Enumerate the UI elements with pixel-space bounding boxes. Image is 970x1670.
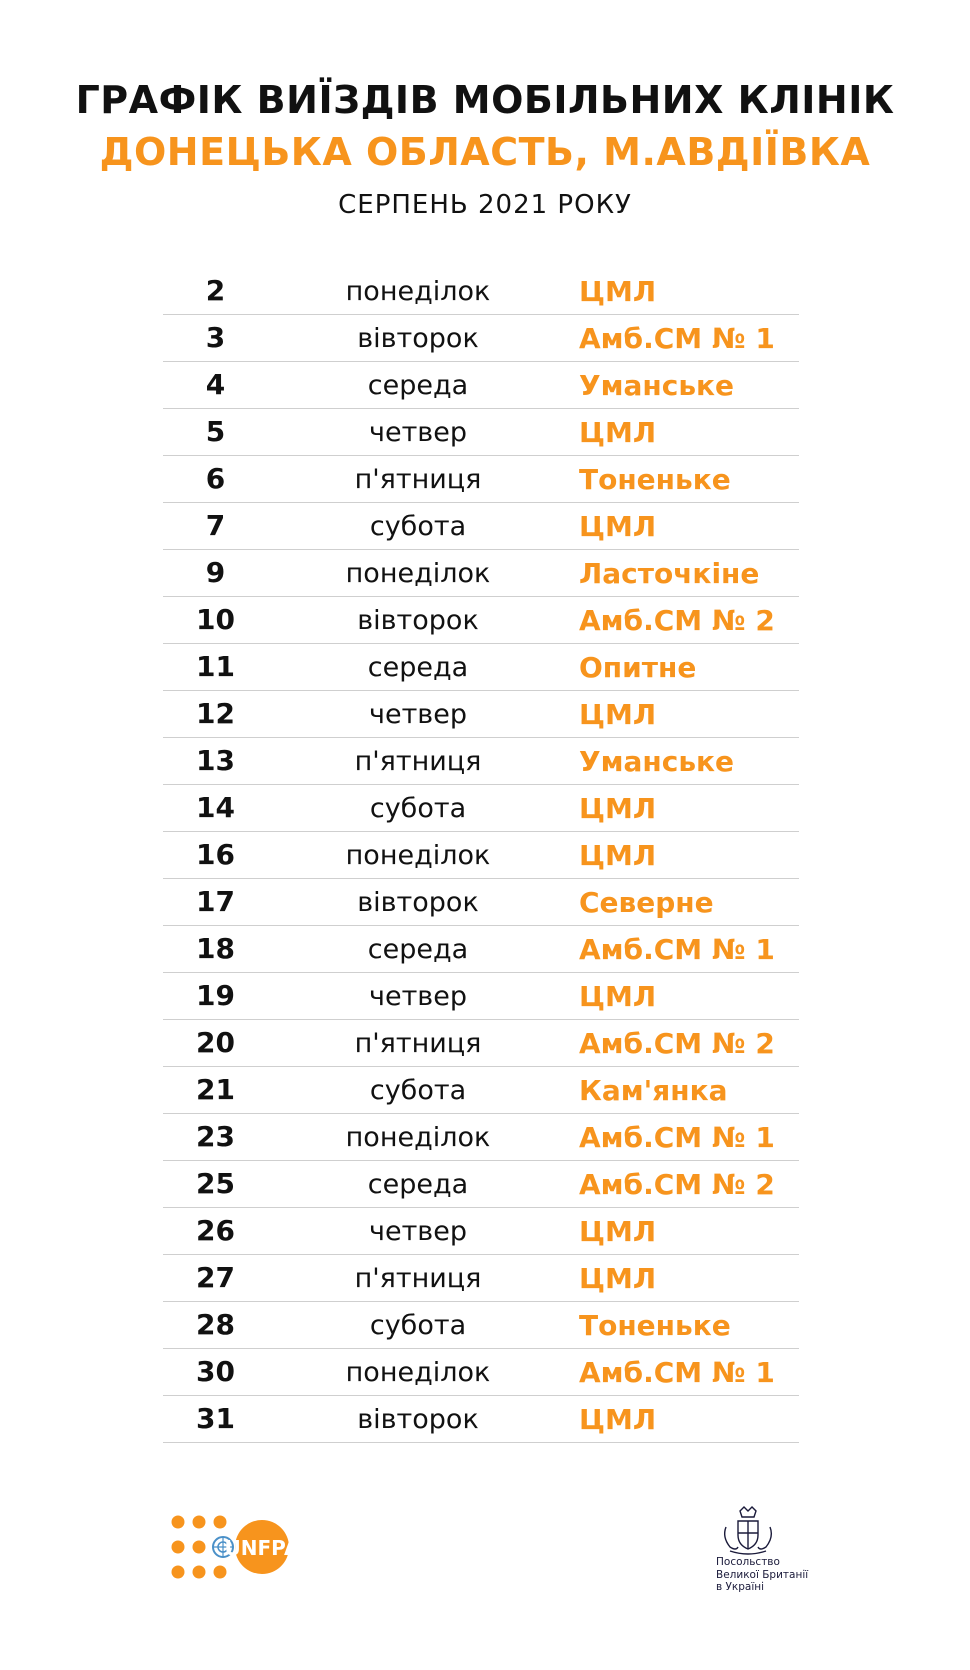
schedule-location: ЦМЛ xyxy=(579,980,657,1013)
schedule-weekday: середа xyxy=(367,652,469,683)
schedule-row xyxy=(163,832,799,879)
schedule-row xyxy=(163,409,799,456)
schedule-weekday: вівторок xyxy=(357,887,479,918)
schedule-day: 7 xyxy=(205,509,226,542)
schedule-location: Уманське xyxy=(579,745,735,778)
schedule-weekday: середа xyxy=(367,370,469,401)
schedule-location: ЦМЛ xyxy=(579,510,657,543)
schedule-day: 6 xyxy=(205,462,226,495)
schedule-location: Амб.СМ № 2 xyxy=(579,1027,775,1060)
schedule-weekday: вівторок xyxy=(357,1404,479,1435)
schedule-row xyxy=(163,1349,799,1396)
embassy-caption-line: Великої Британії xyxy=(716,1568,809,1581)
schedule-row xyxy=(163,1208,799,1255)
schedule-row xyxy=(163,973,799,1020)
unfpa-logo xyxy=(170,1510,330,1590)
schedule-weekday: четвер xyxy=(369,417,467,448)
schedule-weekday: субота xyxy=(369,1075,467,1106)
schedule-weekday: четвер xyxy=(369,699,467,730)
schedule-weekday: п'ятниця xyxy=(354,746,482,777)
schedule-row xyxy=(163,691,799,738)
schedule-day: 9 xyxy=(205,556,226,589)
schedule-location: ЦМЛ xyxy=(579,416,657,449)
schedule-day: 30 xyxy=(196,1355,235,1388)
schedule-weekday: субота xyxy=(369,1310,467,1341)
schedule-row xyxy=(163,1396,799,1443)
schedule-day: 21 xyxy=(196,1073,235,1106)
schedule-day: 14 xyxy=(196,791,235,824)
schedule-location: Тоненьке xyxy=(579,1309,731,1342)
schedule-day: 5 xyxy=(205,415,226,448)
schedule-day: 16 xyxy=(196,838,235,871)
schedule-location: Тоненьке xyxy=(579,463,731,496)
schedule-location: Опитне xyxy=(579,651,697,684)
schedule-row xyxy=(163,456,799,503)
schedule-day: 31 xyxy=(196,1402,235,1435)
schedule-location: Амб.СМ № 2 xyxy=(579,1168,775,1201)
schedule-weekday: п'ятниця xyxy=(354,1263,482,1294)
schedule-day: 10 xyxy=(196,603,235,636)
schedule-row xyxy=(163,1255,799,1302)
page-title: ГРАФІК ВИЇЗДІВ МОБІЛЬНИХ КЛІНІК xyxy=(75,78,895,122)
schedule-day: 28 xyxy=(196,1308,235,1341)
schedule-row xyxy=(163,738,799,785)
schedule-weekday: субота xyxy=(369,793,467,824)
schedule-row xyxy=(163,1067,799,1114)
page-subtitle-region: ДОНЕЦЬКА ОБЛАСТЬ, М.АВДІЇВКА xyxy=(99,130,871,174)
schedule-weekday: середа xyxy=(367,1169,469,1200)
schedule-row xyxy=(163,926,799,973)
embassy-caption-line: в Україні xyxy=(716,1581,765,1593)
schedule-location: Уманське xyxy=(579,369,735,402)
schedule-location: ЦМЛ xyxy=(579,792,657,825)
schedule-day: 27 xyxy=(196,1261,235,1294)
schedule-row xyxy=(163,785,799,832)
schedule-row xyxy=(163,644,799,691)
schedule-row xyxy=(163,1302,799,1349)
schedule-weekday: четвер xyxy=(369,1216,467,1247)
schedule-location: ЦМЛ xyxy=(579,1262,657,1295)
schedule-weekday: середа xyxy=(367,934,469,965)
unfpa-logo-text: UNFPA xyxy=(224,1536,300,1560)
embassy-caption xyxy=(716,1556,826,1594)
schedule-location: Амб.СМ № 1 xyxy=(579,933,775,966)
schedule-day: 4 xyxy=(205,368,226,401)
embassy-caption-line: Посольство xyxy=(716,1556,780,1568)
schedule-location: Кам'янка xyxy=(579,1074,728,1107)
schedule-weekday: понеділок xyxy=(345,1357,491,1388)
schedule-day: 13 xyxy=(196,744,235,777)
schedule-weekday: вівторок xyxy=(357,323,479,354)
schedule-day: 20 xyxy=(196,1026,235,1059)
schedule-day: 23 xyxy=(196,1120,235,1153)
schedule-day: 12 xyxy=(196,697,235,730)
schedule-day: 19 xyxy=(196,979,235,1012)
schedule-day: 17 xyxy=(196,885,235,918)
schedule-day: 2 xyxy=(205,274,226,307)
schedule-row xyxy=(163,1161,799,1208)
schedule-weekday: понеділок xyxy=(345,276,491,307)
schedule-weekday: понеділок xyxy=(345,840,491,871)
schedule-table xyxy=(163,268,799,1443)
schedule-day: 25 xyxy=(196,1167,235,1200)
schedule-row xyxy=(163,597,799,644)
schedule-row xyxy=(163,1020,799,1067)
schedule-location: Северне xyxy=(579,886,714,919)
schedule-row xyxy=(163,503,799,550)
schedule-weekday: понеділок xyxy=(345,1122,491,1153)
schedule-day: 3 xyxy=(205,321,226,354)
schedule-weekday: п'ятниця xyxy=(354,464,482,495)
schedule-weekday: вівторок xyxy=(357,605,479,636)
schedule-day: 11 xyxy=(196,650,235,683)
schedule-row xyxy=(163,1114,799,1161)
schedule-row xyxy=(163,268,799,315)
schedule-location: ЦМЛ xyxy=(579,1215,657,1248)
schedule-location: ЦМЛ xyxy=(579,698,657,731)
schedule-weekday: четвер xyxy=(369,981,467,1012)
schedule-location: Ласточкіне xyxy=(579,557,760,590)
schedule-row xyxy=(163,362,799,409)
page-subtitle-month: СЕРПЕНЬ 2021 РОКУ xyxy=(338,190,632,220)
schedule-weekday: понеділок xyxy=(345,558,491,589)
schedule-location: Амб.СМ № 1 xyxy=(579,1121,775,1154)
schedule-row xyxy=(163,550,799,597)
schedule-location: Амб.СМ № 1 xyxy=(579,322,775,355)
schedule-row xyxy=(163,315,799,362)
schedule-location: Амб.СМ № 2 xyxy=(579,604,775,637)
schedule-location: ЦМЛ xyxy=(579,1403,657,1436)
schedule-weekday: субота xyxy=(369,511,467,542)
schedule-row xyxy=(163,879,799,926)
schedule-weekday: п'ятниця xyxy=(354,1028,482,1059)
schedule-day: 18 xyxy=(196,932,235,965)
schedule-location: ЦМЛ xyxy=(579,275,657,308)
schedule-day: 26 xyxy=(196,1214,235,1247)
schedule-location: Амб.СМ № 1 xyxy=(579,1356,775,1389)
schedule-location: ЦМЛ xyxy=(579,839,657,872)
